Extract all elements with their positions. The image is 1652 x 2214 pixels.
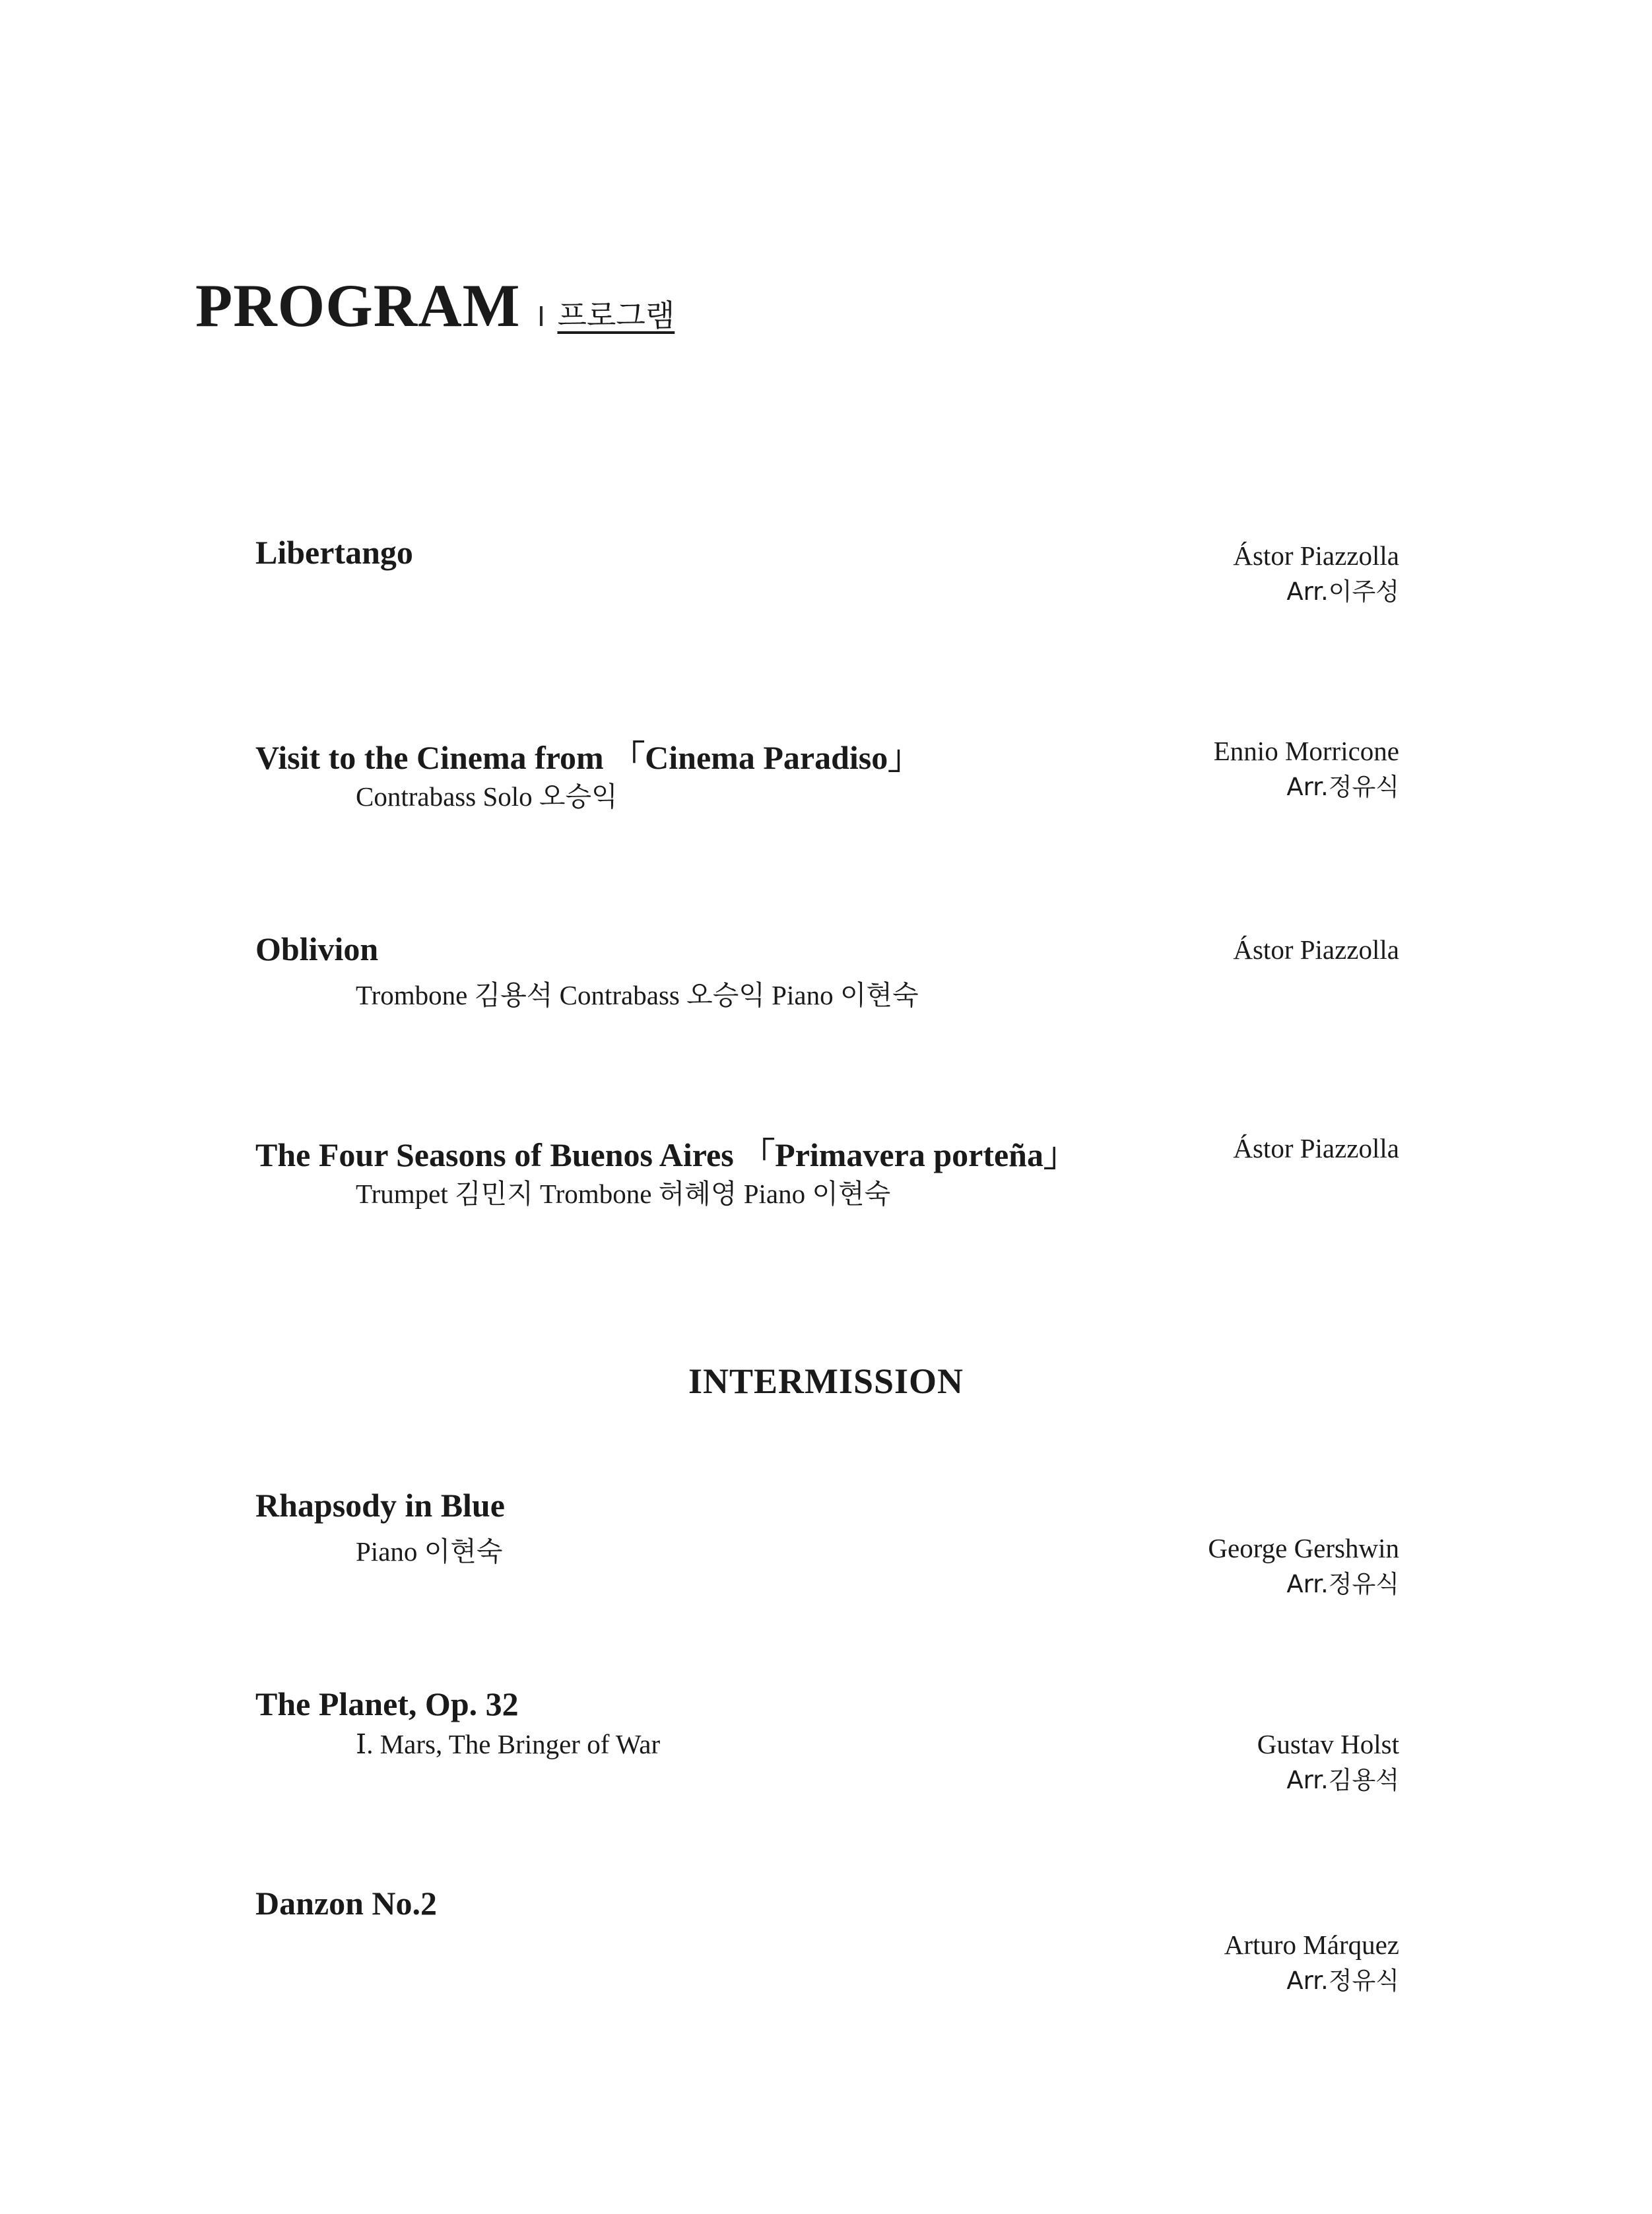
performers: Ⅰ. Mars, The Bringer of War bbox=[356, 1729, 661, 1759]
piece-title: The Planet, Op. 32 bbox=[255, 1685, 519, 1722]
composer: Ástor Piazzolla bbox=[1233, 1133, 1399, 1163]
piece-title: Visit to the Cinema from 「Cinema Paradiso」 bbox=[255, 739, 921, 776]
performers: Piano 이현숙 bbox=[356, 1536, 503, 1567]
piece-title: Libertango bbox=[255, 534, 413, 571]
page-subtitle: 프로그램 bbox=[557, 298, 675, 333]
arranger: Arr.정유식 bbox=[1286, 773, 1399, 801]
intermission-label: INTERMISSION bbox=[688, 1361, 964, 1401]
piece-title: Danzon No.2 bbox=[255, 1885, 438, 1922]
performers: Trumpet 김민지 Trombone 허혜영 Piano 이현숙 bbox=[356, 1179, 891, 1209]
composer: Ástor Piazzolla bbox=[1233, 934, 1399, 965]
composer: Ennio Morricone bbox=[1213, 736, 1399, 766]
composer: Arturo Márquez bbox=[1224, 1930, 1399, 1960]
title-divider bbox=[540, 306, 543, 326]
arranger: Arr.정유식 bbox=[1286, 1967, 1399, 1995]
arranger: Arr.이주성 bbox=[1286, 577, 1399, 606]
performers: Contrabass Solo 오승익 bbox=[356, 781, 618, 812]
composer: Gustav Holst bbox=[1257, 1729, 1399, 1759]
composer: Ástor Piazzolla bbox=[1233, 540, 1399, 571]
arranger: Arr.정유식 bbox=[1286, 1570, 1399, 1598]
piece-title: Oblivion bbox=[255, 930, 379, 967]
piece-title: Rhapsody in Blue bbox=[255, 1487, 505, 1524]
page-title: PROGRAM bbox=[195, 272, 521, 339]
program-header bbox=[195, 271, 675, 341]
piece-title: The Four Seasons of Buenos Aires 「Primavera porteña」 bbox=[255, 1136, 1076, 1173]
composer: George Gershwin bbox=[1208, 1533, 1399, 1563]
arranger: Arr.김용석 bbox=[1286, 1766, 1399, 1794]
performers: Trombone 김용석 Contrabass 오승익 Piano 이현숙 bbox=[356, 980, 919, 1010]
